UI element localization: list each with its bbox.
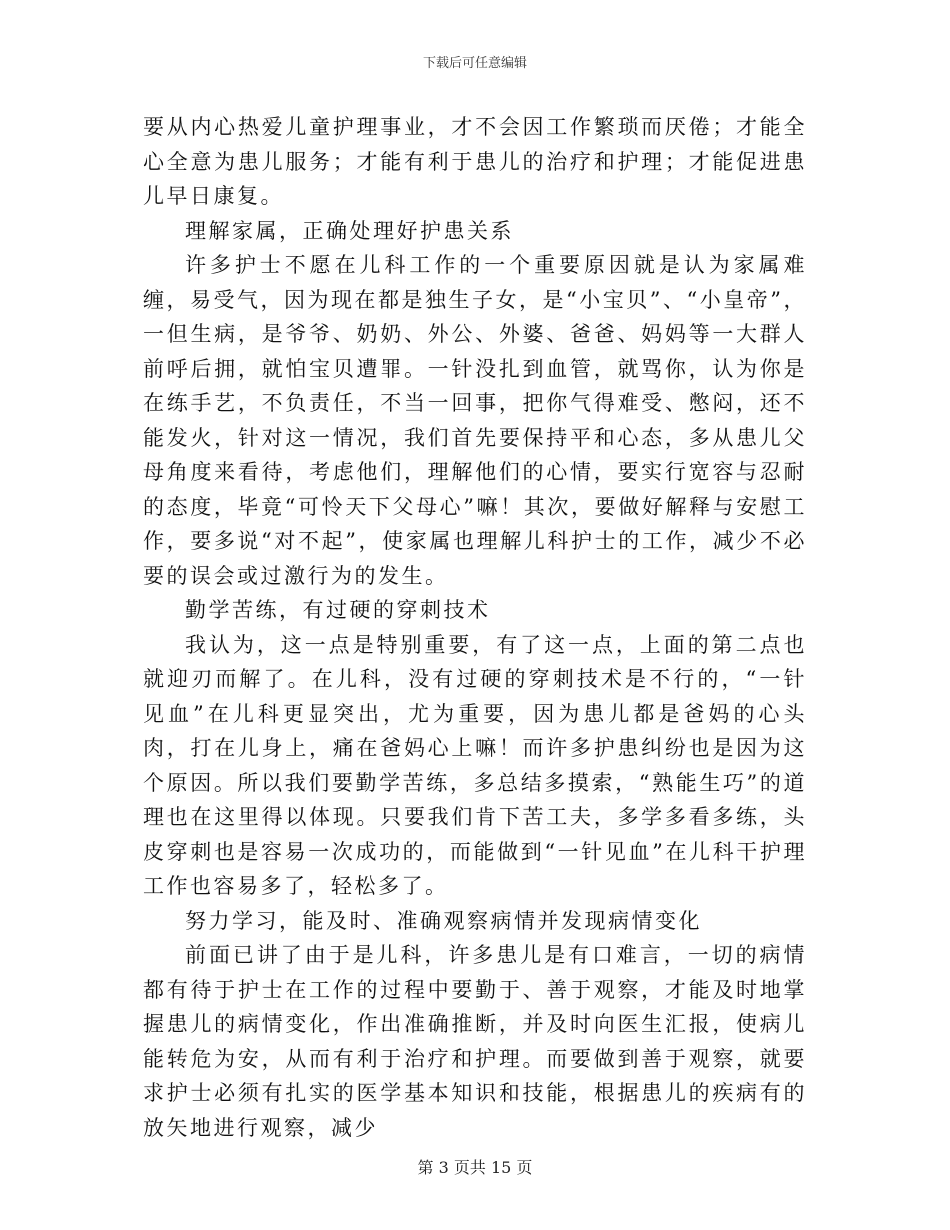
page-number-footer: 第 3 页共 15 页 (417, 1158, 533, 1177)
section-heading-family: 理解家属，正确处理好护患关系 (185, 218, 514, 243)
paragraph-family: 许多护士不愿在儿科工作的一个重要原因就是认为家属难缠，易受气，因为现在都是独生子女，是“小宝贝”、“小皇帝”，一但生病，是爷爷、奶奶、外公、外婆、爸爸、妈妈等一大群人前呼后拥，就怕宝贝遭罪。一针没扎到血管，就骂你，认为你是在练手艺，不负责任，不当一回事，把你气得难受、憋闷，还不能发火，针对这一情况，我们首先要保持平和心态，多从患儿父母角度来看待，考虑他们，理解他们的心情，要实行宽容与忍耐的态度，毕竟“可怜天下父母心”嘛！其次，要做好解释与安慰工作，要多说“对不起”，使家属也理解儿科护士的工作，减少不必要的误会或过激行为的发生。 (143, 253, 807, 588)
page-header-note: 下载后可任意编辑 (422, 56, 527, 71)
paragraph-puncture: 我认为，这一点是特别重要，有了这一点，上面的第二点也就迎刃而解了。在儿科，没有过硬的穿刺技术是不行的，“一针见血”在儿科更显突出，尤为重要，因为患儿都是爸妈的心头肉，打在儿身上，痛在爸妈心上嘛！而许多护患纠纷也是因为这个原因。所以我们要勤学苦练，多总结多摸索，“熟能生巧”的道理也在这里得以体现。只要我们肯下苦工夫，多学多看多练，头皮穿刺也是容易一次成功的，而能做到“一针见血”在儿科干护理工作也容易多了，轻松多了。 (143, 632, 807, 898)
section-heading-puncture: 勤学苦练，有过硬的穿刺技术 (185, 598, 491, 622)
paragraph-observation: 前面已讲了由于是儿科，许多患儿是有口难言，一切的病情都有待于护士在工作的过程中要勤于、善于观察，才能及时地掌握患儿的病情变化，作出准确推断，并及时向医生汇报，使病儿能转危为安，从而有利于治疗和护理。而要做到善于观察，就要求护士必须有扎实的医学基本知识和技能，根据患儿的疾病有的放矢地进行观察，减少 (143, 943, 807, 1140)
document-body (143, 110, 807, 1145)
paragraph-continued: 要从内心热爱儿童护理事业，才不会因工作繁琐而厌倦；才能全心全意为患儿服务；才能有利于患儿的治疗和护理；才能促进患儿早日康复。 (143, 115, 807, 208)
section-heading-observation: 努力学习，能及时、准确观察病情并发现病情变化 (185, 908, 702, 933)
